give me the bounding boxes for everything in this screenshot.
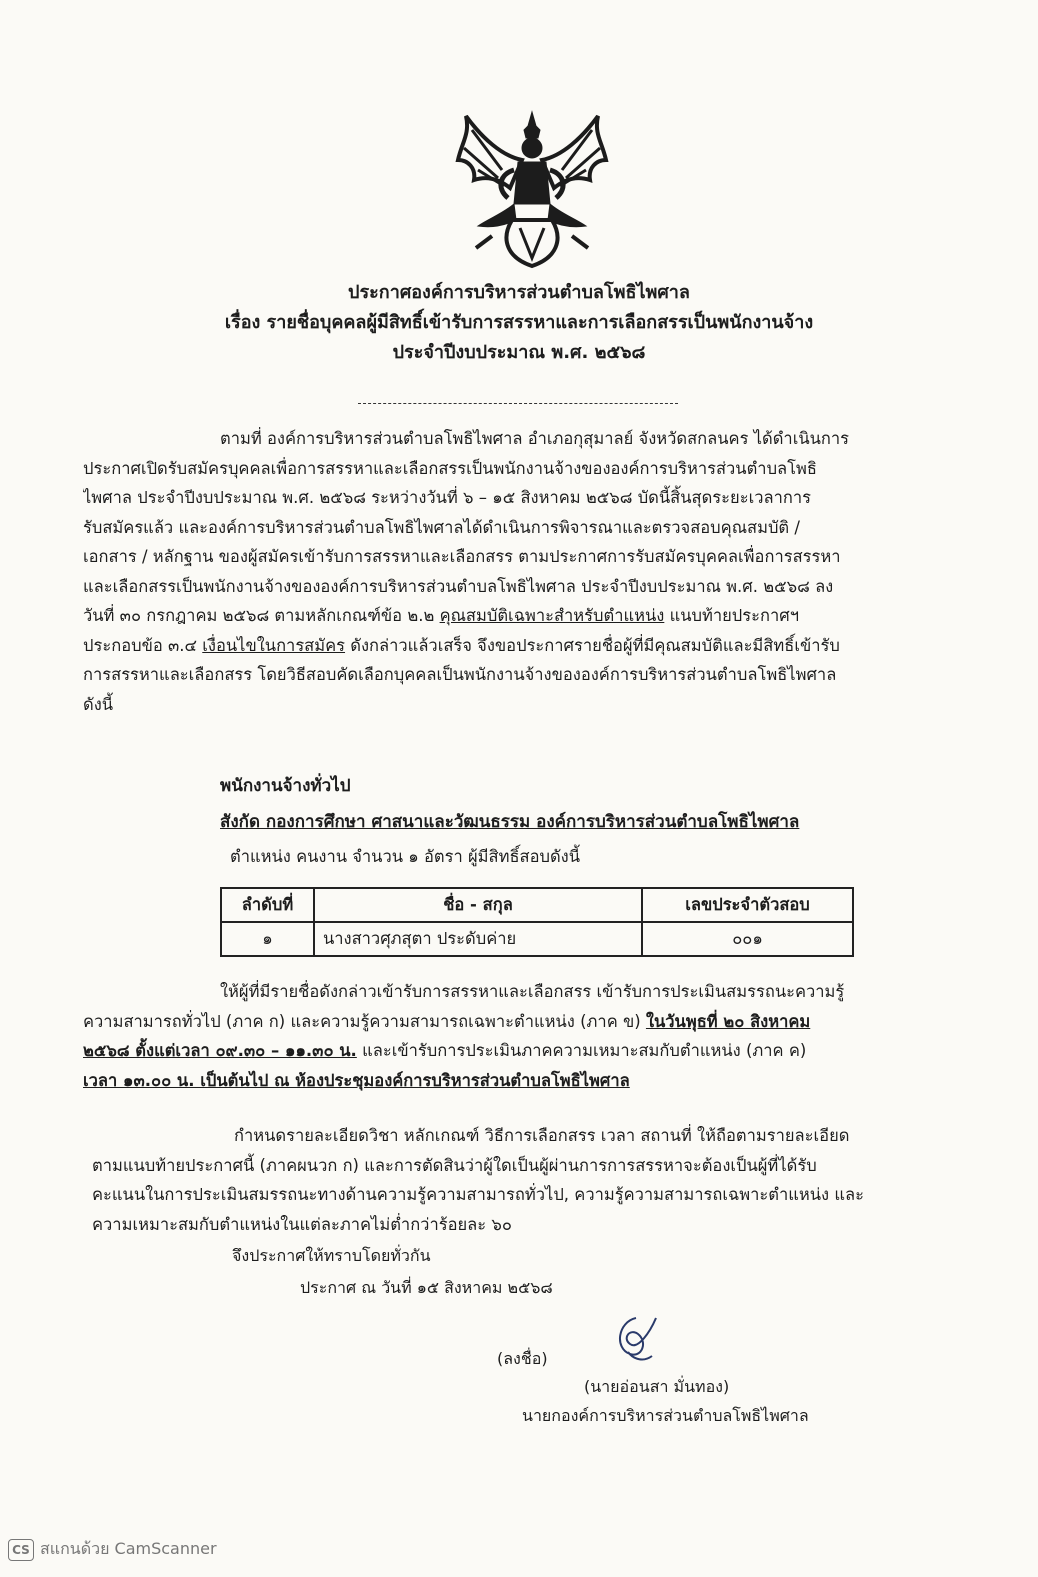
application-condition-ref: เงื่อนไขในการสมัคร [202, 635, 346, 655]
exam-date: ในวันพุธที่ ๒๐ สิงหาคม [645, 1011, 811, 1031]
criteria-line: คะแนนในการประเมินสมรรถนะทางด้านความรู้ความสามารถทั่วไป, ความรู้ความสามารถเฉพาะตำแหน่ง และ [92, 1185, 864, 1204]
camscanner-watermark [8, 1537, 217, 1562]
employee-type-title: พนักงานจ้างทั่วไป [220, 776, 351, 796]
exam-schedule-paragraph [83, 977, 953, 1095]
criteria-line: กำหนดรายละเอียดวิชา หลักเกณฑ์ วิธีการเลือกสรร เวลา สถานที่ ให้ถือตามรายละเอียด [234, 1126, 850, 1145]
affiliation: สังกัด กองการศึกษา ศาสนาและวัฒนธรรม องค์การบริหารส่วนตำบลโพธิไพศาล [220, 812, 800, 832]
schedule-line: ให้ผู้ที่มีรายชื่อดังกล่าวเข้ารับการสรรหาและเลือกสรร เข้ารับการประเมินสมรรถนะความรู้ [220, 982, 845, 1001]
position-info: ตำแหน่ง คนงาน จำนวน ๑ อัตรา ผู้มีสิทธิ์สอบดังนี้ [230, 847, 581, 866]
intro-line: ดังนี้ [83, 694, 114, 714]
header-divider [358, 403, 678, 404]
col-exam-id-header: เลขประจำตัวสอบ [642, 888, 853, 922]
schedule-line [83, 1007, 953, 1037]
exam-venue: เวลา ๑๓.๐๐ น. เป็นต้นไป ณ ห้องประชุมองค์การบริหารส่วนตำบลโพธิไพศาล [83, 1070, 630, 1090]
intro-paragraph [83, 424, 953, 719]
signer-title: นายกองค์การบริหารส่วนตำบลโพธิไพศาล [522, 1406, 809, 1425]
schedule-text: และเข้ารับการประเมินภาคความเหมาะสมกับตำแหน่ง (ภาค ค) [356, 1041, 807, 1060]
camscanner-text: สแกนด้วย CamScanner [40, 1539, 217, 1558]
garuda-emblem-icon [452, 108, 612, 270]
intro-line: ตามที่ องค์การบริหารส่วนตำบลโพธิไพศาล อำเภอกุสุมาลย์ จังหวัดสกลนคร ได้ดำเนินการ [220, 429, 850, 448]
table-row [221, 922, 853, 956]
signer-name: (นายอ่อนสา มั่นทอง) [584, 1377, 730, 1396]
intro-line [83, 631, 953, 661]
cell-name: นางสาวศุภสุตา ประดับค่าย [314, 922, 642, 956]
criteria-paragraph [92, 1121, 947, 1239]
table-header-row [221, 888, 853, 922]
intro-line: การสรรหาและเลือกสรร โดยวิธีสอบคัดเลือกบุคคลเป็นพนักงานจ้างขององค์การบริหารส่วนตำบลโพธิไพศาล [83, 665, 837, 684]
col-order-header: ลำดับที่ [221, 888, 314, 922]
camscanner-logo-icon: CS [8, 1539, 34, 1561]
cell-exam-id: ๐๐๑ [642, 922, 853, 956]
header-subject: เรื่อง รายชื่อบุคคลผู้มีสิทธิ์เข้ารับการสรรหาและการเลือกสรรเป็นพนักงานจ้าง [224, 312, 814, 333]
intro-text: ประกอบข้อ ๓.๔ [83, 635, 203, 655]
intro-text: วันที่ ๓๐ กรกฎาคม ๒๕๖๘ ตามหลักเกณฑ์ข้อ ๒.๒ [83, 606, 440, 625]
announce-statement: จึงประกาศให้ทราบโดยทั่วกัน [232, 1246, 431, 1265]
intro-text: ดังกล่าวแล้วเสร็จ จึงขอประกาศรายชื่อผู้ที่มีคุณสมบัติและมีสิทธิ์เข้ารับ [345, 635, 840, 655]
exam-time: ๒๕๖๘ ตั้งแต่เวลา ๐๙.๓๐ – ๑๑.๓๐ น. [83, 1041, 357, 1060]
intro-line: และเลือกสรรเป็นพนักงานจ้างขององค์การบริหารส่วนตำบลโพธิไพศาล ประจำปีงบประมาณ พ.ศ. ๒๕๖๘ ลง [83, 576, 834, 596]
announce-date: ประกาศ ณ วันที่ ๑๕ สิงหาคม ๒๕๖๘ [300, 1278, 553, 1297]
announcement-header [60, 278, 978, 368]
candidate-table [220, 887, 854, 957]
criteria-line: ความเหมาะสมกับตำแหน่งในแต่ละภาคไม่ต่ำกว่าร้อยละ ๖๐ [92, 1214, 512, 1234]
schedule-text: ความสามารถทั่วไป (ภาค ก) และความรู้ความสามารถเฉพาะตำแหน่ง (ภาค ข) [83, 1011, 646, 1031]
schedule-line [83, 1066, 953, 1096]
qualification-ref: คุณสมบัติเฉพาะสำหรับตำแหน่ง [439, 606, 665, 625]
header-org-title: ประกาศองค์การบริหารส่วนตำบลโพธิไพศาล [348, 282, 690, 303]
criteria-line: ตามแนบท้ายประกาศนี้ (ภาคผนวก ก) และการตัดสินว่าผู้ใดเป็นผู้ผ่านการการสรรหาจะต้องเป็นผู้ที่ได้รับ [92, 1155, 817, 1175]
intro-line: ไพศาล ประจำปีงบประมาณ พ.ศ. ๒๕๖๘ ระหว่างวันที่ ๖ – ๑๕ สิงหาคม ๒๕๖๘ บัดนี้สิ้นสุดระยะเวลาการ [83, 488, 811, 507]
header-fiscal-year: ประจำปีงบประมาณ พ.ศ. ๒๕๖๘ [392, 342, 646, 363]
cell-order: ๑ [221, 922, 314, 956]
schedule-line [83, 1036, 953, 1066]
signed-label: (ลงชื่อ) [497, 1349, 548, 1368]
col-name-header: ชื่อ - สกุล [314, 888, 642, 922]
intro-line: เอกสาร / หลักฐาน ของผู้สมัครเข้ารับการสรรหาและเลือกสรร ตามประกาศการรับสมัครบุคคลเพื่อการสรรหา [83, 547, 841, 566]
intro-text: แนบท้ายประกาศฯ [664, 606, 799, 625]
intro-line: ประกาศเปิดรับสมัครบุคคลเพื่อการสรรหาและเลือกสรรเป็นพนักงานจ้างขององค์การบริหารส่วนตำบลโพธิ [83, 458, 817, 478]
handwritten-signature-icon [608, 1312, 660, 1368]
intro-line [83, 601, 953, 631]
intro-line: รับสมัครแล้ว และองค์การบริหารส่วนตำบลโพธิไพศาลได้ดำเนินการพิจารณาและตรวจสอบคุณสมบัติ / [83, 517, 800, 537]
